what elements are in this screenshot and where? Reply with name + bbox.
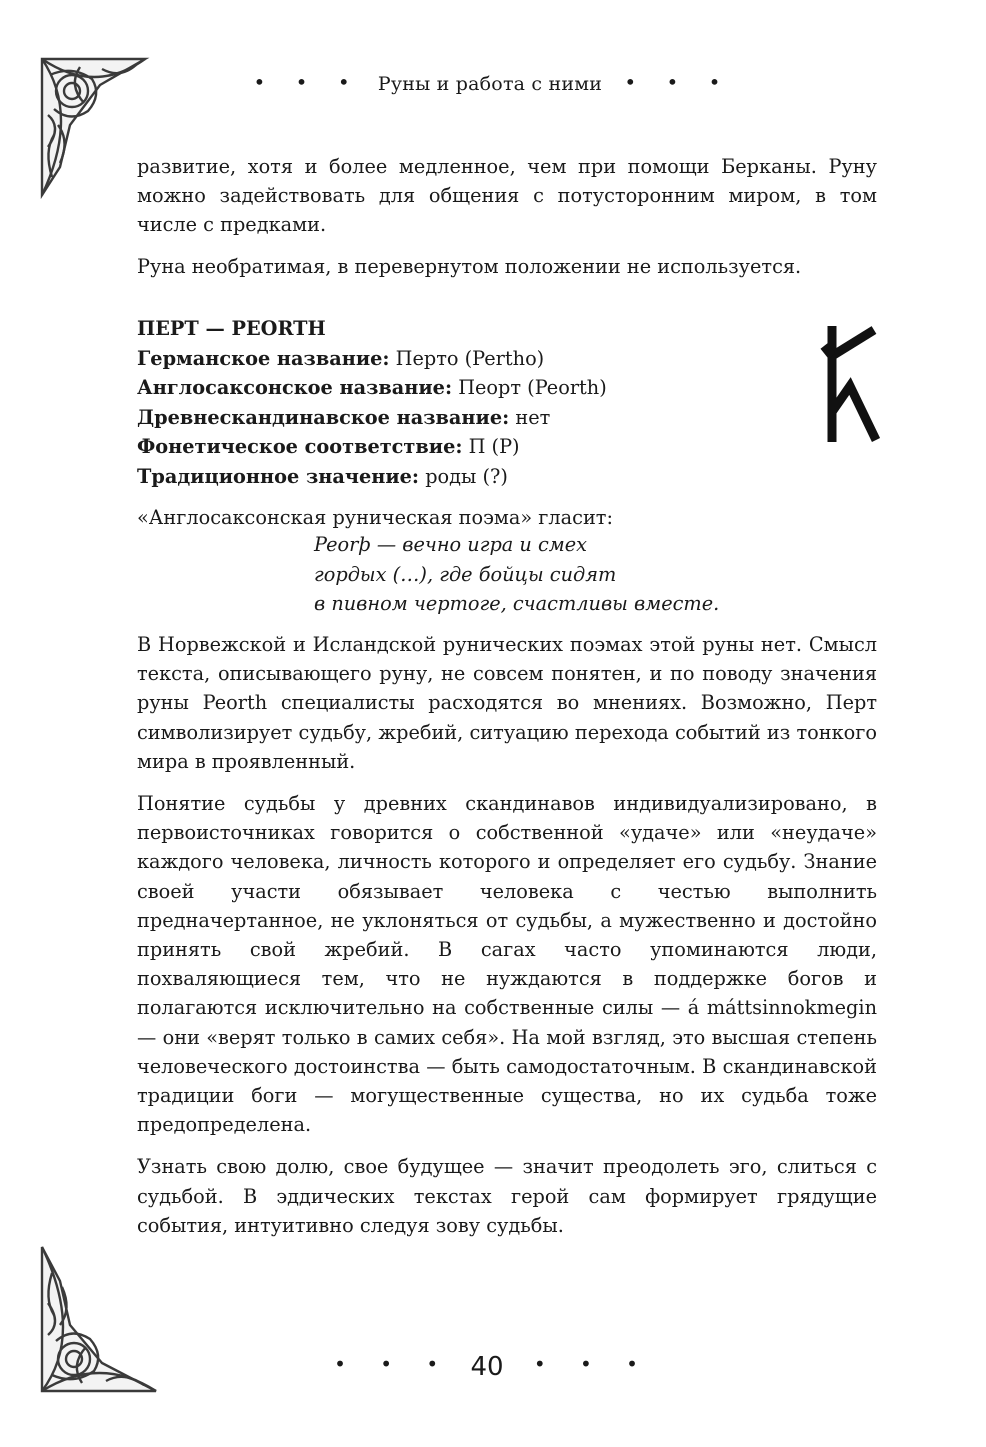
body-paragraph-2: Понятие судьбы у древних скандинавов индивидуализировано, в первоисточниках говорится о собственной «удаче» или «неудаче» каждого человека, личность которого и определяет его судьбу. Знание своей участи обязывает человека с честью выполнить предначертанное, не уклоняться от судьбы, а мужественно и достойно принять свой жребий. В сагах часто упоминаются люди, похваляющиеся тем, что не нуждаются в поддержке богов и полагаются исключительно на собственные силы — á máttsinnokmegin — они «верят только в самих себя». На мой взгляд, это высшая степень человеческого достоинства — быть самодостаточным. В скандинавской традиции боги — могущественные существа, но их судьба тоже предопределена. xyxy=(137,792,877,1137)
poem-verse xyxy=(314,530,834,619)
rune-field-value: нет xyxy=(515,405,551,429)
rune-properties xyxy=(137,314,797,491)
main-text xyxy=(137,630,877,1253)
rune-field-value: Перто (Pertho) xyxy=(395,346,545,370)
rune-field-value: Пеорт (Peorth) xyxy=(458,376,607,399)
poem-line: в пивном чертоге, счастливы вместе. xyxy=(314,592,720,615)
rune-field-value: П (Р) xyxy=(468,435,520,458)
rune-perth-glyph xyxy=(820,322,882,446)
rune-field-oldnorse xyxy=(137,403,797,433)
footer-dots-left: • • • xyxy=(334,1352,453,1376)
intro-paragraph-1: развитие, хотя и более медленное, чем при помощи Берканы. Руну можно задействовать для общения с потусторонним миром, в том числе с предками. xyxy=(137,155,877,236)
running-head-dots-left: • • • xyxy=(253,70,362,94)
rune-title: ПЕРТ — PEORTH xyxy=(137,317,326,340)
rune-field-meaning xyxy=(137,462,797,492)
intro-text xyxy=(137,152,877,294)
footer-dots-right: • • • xyxy=(533,1352,652,1376)
rune-field-phonetic xyxy=(137,432,797,462)
poem-line: Peorþ — вечно игра и смех xyxy=(314,533,588,556)
rune-field-label: Англосаксонское название: xyxy=(137,376,453,399)
rune-field-value: роды (?) xyxy=(425,464,508,488)
rune-field-label: Германское название: xyxy=(137,346,390,370)
running-head-title: Руны и работа с ними xyxy=(377,73,603,95)
rune-field-label: Древнескандинавское название: xyxy=(137,405,510,429)
rune-field-label: Фонетическое соответствие: xyxy=(137,435,463,458)
running-head-dots-right: • • • xyxy=(624,70,733,94)
page-number: 40 xyxy=(470,1352,504,1382)
rune-field-germanic xyxy=(137,344,797,374)
running-head xyxy=(0,70,986,95)
poem-line: гордых (…), где бойцы сидят xyxy=(314,562,617,586)
body-paragraph-1: В Норвежской и Исландской рунических поэмах этой руны нет. Смысл текста, описывающего руну, не совсем понятен, и по поводу значения руны Peorth специалисты расходятся во мнениях. Возможно, Перт символизирует судьбу, жребий, ситуацию перехода событий из тонкого мира в проявленный. xyxy=(137,633,877,773)
poem-intro: «Англосаксонская руническая поэма» гласит: xyxy=(137,506,613,529)
page-footer xyxy=(0,1352,986,1382)
rune-field-anglosaxon xyxy=(137,373,797,403)
intro-paragraph-2: Руна необратимая, в перевернутом положении не используется. xyxy=(137,255,802,278)
body-paragraph-3: Узнать свою долю, свое будущее — значит преодолеть эго, слиться с судьбой. В эддических текстах герой сам формирует грядущие события, интуитивно следуя зову судьбы. xyxy=(137,1155,877,1237)
rune-field-label: Традиционное значение: xyxy=(137,464,420,488)
